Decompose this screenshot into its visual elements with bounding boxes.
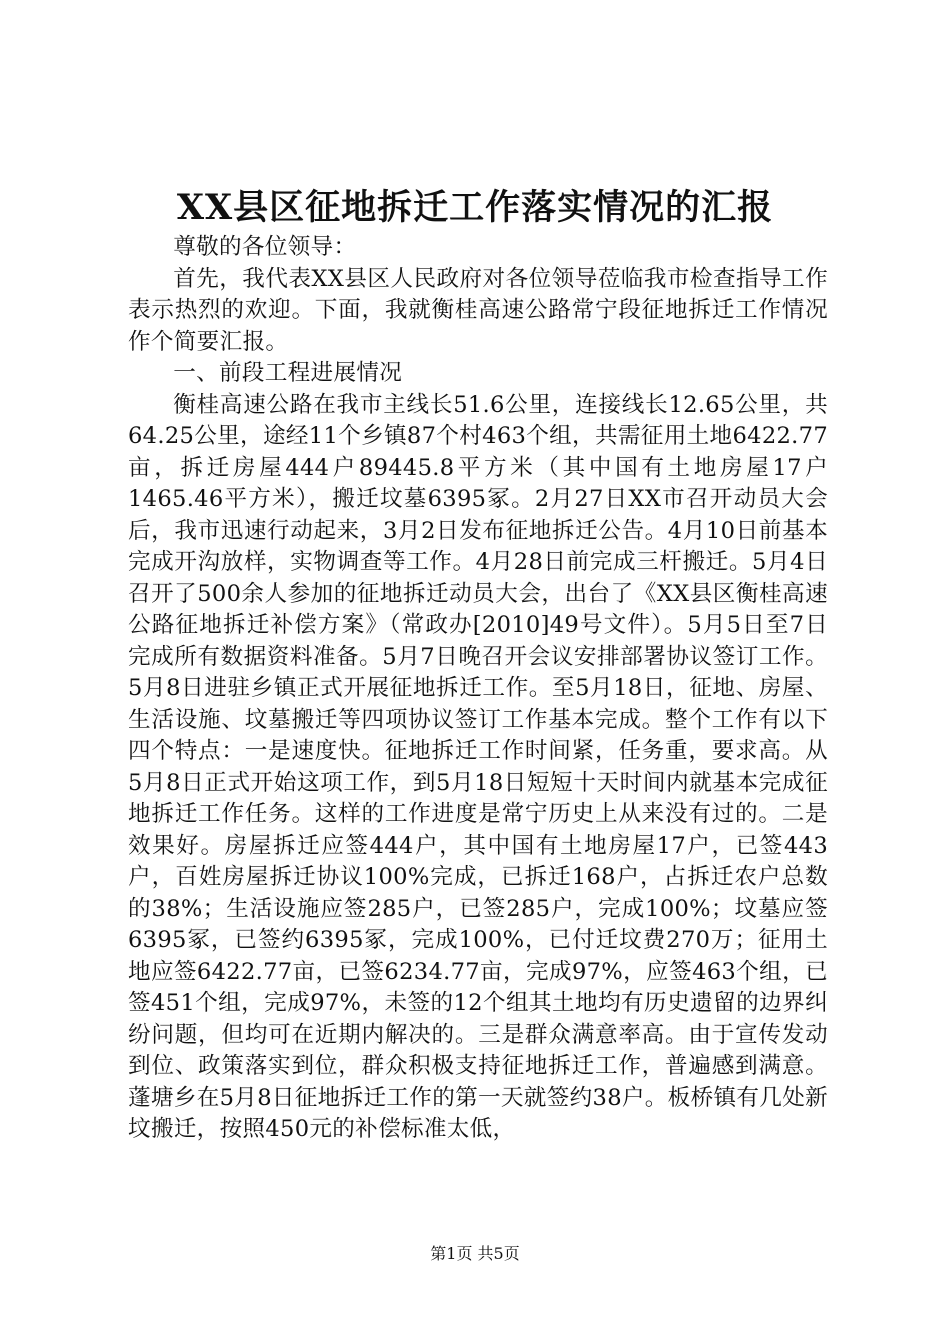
paragraph-intro: 首先，我代表XX县区人民政府对各位领导莅临我市检查指导工作表示热烈的欢迎。下面，我就衡桂高速公路常宁段征地拆迁工作情况作个简要汇报。: [128, 265, 828, 355]
document-title: XX县区征地拆迁工作落实情况的汇报: [176, 187, 774, 228]
page-footer: 第1页 共5页: [430, 1244, 520, 1263]
salutation: 尊敬的各位领导：: [173, 234, 357, 260]
document-body: [128, 232, 828, 1146]
paragraph-progress: 衡桂高速公路在我市主线长51.6公里，连接线长12.65公里，共64.25公里，途经11个乡镇87个村463个组，共需征用土地6422.77亩，拆迁房屋444户89445.8平方米（其中国有土地房屋17户1465.46平方米），搬迁坟墓6395冢。2月27日XX市召开动员大会后，我市迅速行动起来，3月2日发布征地拆迁公告。4月10日前基本完成开沟放样，实物调查等工作。4月28日前完成三杆搬迁。5月4日召开了500余人参加的征地拆迁动员大会，出台了《XX县区衡桂高速公路征地拆迁补偿方案》（常政办[2010]49号文件）。5月5日至7日完成所有数据资料准备。5月7日晚召开会议安排部署协议签订工作。5月8日进驻乡镇正式开展征地拆迁工作。至5月18日，征地、房屋、生活设施、坟墓搬迁等四项协议签订工作基本完成。整个工作有以下四个特点：一是速度快。征地拆迁工作时间紧，任务重，要求高。从5月8日正式开始这项工作，到5月18日短短十天时间内就基本完成征地拆迁工作任务。这样的工作进度是常宁历史上从来没有过的。二是效果好。房屋拆迁应签444户，其中国有土地房屋17户，已签443户，百姓房屋拆迁协议100%完成，已拆迁168户，占拆迁农户总数的38%；生活设施应签285户，已签285户，完成100%；坟墓应签6395冢，已签约6395冢，完成100%，已付迁坟费270万；征用土地应签6422.77亩，已签6234.77亩，完成97%，应签463个组，已签451个组，完成97%，未签的12个组其土地均有历史遗留的边界纠纷问题，但均可在近期内解决的。三是群众满意率高。由于宣传发动到位、政策落实到位，群众积极支持征地拆迁工作，普遍感到满意。蓬塘乡在5月8日征地拆迁工作的第一天就签约38户。板桥镇有几处新坟搬迁，按照450元的补偿标准太低，: [128, 391, 828, 1142]
section-heading: 一、前段工程进展情况: [173, 360, 403, 386]
